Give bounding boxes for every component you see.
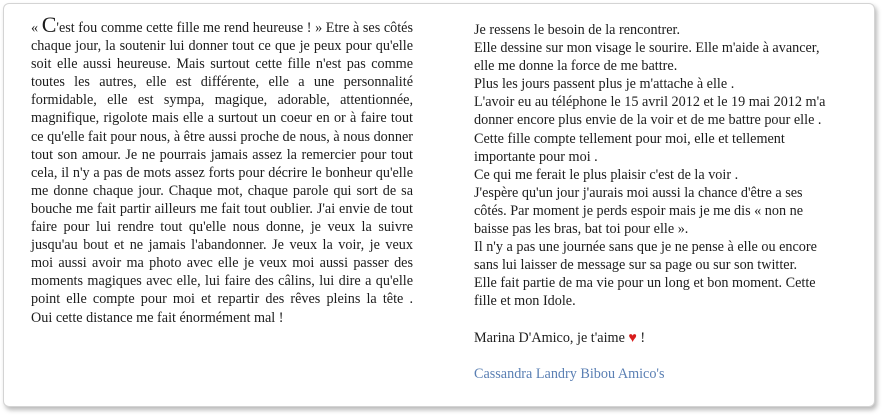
right-line: Je ressens le besoin de la rencontrer. <box>474 22 681 38</box>
closing-line <box>474 329 859 347</box>
heart-icon: ♥ <box>628 329 637 346</box>
right-line: baisse pas les bras, bat toi pour elle ». <box>474 221 689 238</box>
right-lines <box>474 21 859 311</box>
right-line: L'avoir eu au téléphone le 15 avril 2012 et le 19 mai 2012 m'a <box>474 94 826 111</box>
right-line: Plus les jours passent plus je m'attache à elle . <box>474 76 735 93</box>
right-line: donner encore plus envie de la voir et de me battre pour elle . <box>474 112 822 129</box>
right-column <box>474 21 859 383</box>
left-paragraph-text: 'est fou comme cette fille me rend heureuse ! » Etre à ses côtés chaque jour, la soutenir lui donner tout ce que je peux pour qu'elle soit elle aussi heureuse. Mais surtout cette fille n'est pas comme toutes les autres, elle est différente, elle a une personnalité formidable, elle est sympa, magique, adorable, attentionnée, magnifique, rigolote mais elle a surtout un coeur en or à faire tout ce qu'elle fait pour nous, à être aussi proche de nous, à nous donner tout son amour. Je ne pourrais jamais assez la remercier pour tout cela, il n'y a pas de mots assez forts pour décrire le bonheur qu'elle me donne chaque jour. Chaque mot, chaque parole qui sort de sa bouche me fait partir ailleurs me fait tout oublier. J'ai envie de tout faire pour lui rendre tout qu'elle nous donne, je veux la suivre jusqu'au bout et ne jamais l'abandonner. Je veux la voir, je veux moi aussi avoir ma photo avec elle je veux moi aussi passer des moments magiques avec elle, lui faire des câlins, lui dire a qu'elle point elle compte pour moi et repartir des rêves pleins la tête . <box>31 20 414 308</box>
right-line: Cette fille compte tellement pour moi, elle et tellement <box>474 130 785 147</box>
right-line: côtés. Par moment je perds espoir mais je me dis « non ne <box>474 202 804 219</box>
letter-card <box>3 3 875 407</box>
right-line: fille et mon Idole. <box>474 293 576 310</box>
left-last-line: Oui cette distance me fait énormément mal ! <box>31 309 284 326</box>
left-paragraph <box>31 12 414 309</box>
right-line: Elle fait partie de ma vie pour un long et bon moment. Cette <box>474 275 816 292</box>
closing-end: ! <box>636 329 646 346</box>
right-line: sans lui laisser de message sur sa page ou sur son twitter. <box>474 257 798 274</box>
spacer <box>474 347 859 365</box>
signature: Cassandra Landry Bibou Amico's <box>474 365 665 382</box>
opening-quote: « <box>31 20 42 36</box>
right-line: Il n'y a pas une journée sans que je ne pense à elle ou encore <box>474 239 817 256</box>
left-column <box>31 12 414 327</box>
right-line: J'espère qu'un jour j'aurais moi aussi la chance d'être a ses <box>474 184 803 201</box>
right-line: elle me donne la force de me battre. <box>474 58 678 75</box>
drop-cap: C <box>41 12 57 37</box>
closing-text: Marina D'Amico, je t'aime <box>474 329 629 346</box>
spacer <box>474 311 859 329</box>
right-line: importante pour moi . <box>474 148 598 165</box>
right-line: Ce qui me ferait le plus plaisir c'est de la voir . <box>474 166 739 183</box>
right-line: Elle dessine sur mon visage le sourire. Elle m'aide à avancer, <box>474 40 820 57</box>
